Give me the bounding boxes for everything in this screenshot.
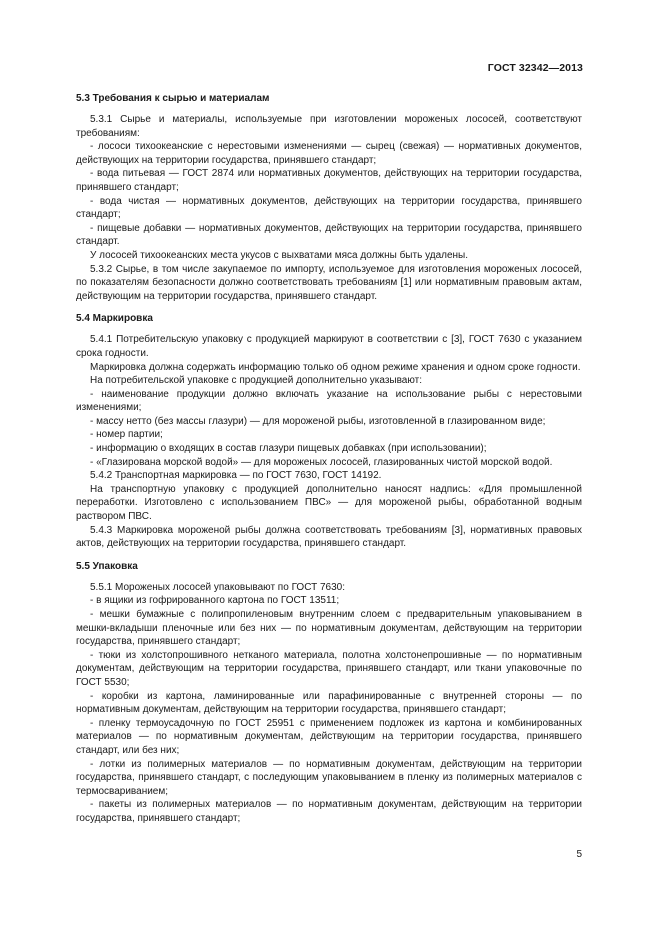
list-item: - пакеты из полимерных материалов — по нормативным документам, действующим на территории государства, принявшего стандарт; [76,799,582,824]
list-item: - массу нетто (без массы глазури) — для мороженой рыбы, изготовленной в глазированном виде; [90,415,546,427]
document-body [76,92,582,835]
paragraph: На транспортную упаковку с продукцией дополнительно наносят надпись: «Для промышленной переработки. Изготовлено с использованием ПВС» — для мороженой рыбы, обработанной водным раствором ПВС. [76,483,582,523]
paragraph: У лососей тихоокеанских места укусов с выхватами мяса должны быть удалены. [90,249,469,261]
list-item: - в ящики из гофрированного картона по ГОСТ 13511; [90,595,340,607]
list-item: - лотки из полимерных материалов — по нормативным документам, действующим на территории государства, принявшего стандарт, с последующим упаковыванием в пленку из полимерных материалов с термосвариванием; [76,758,582,797]
section-5-5 [76,560,582,826]
list-item: - пленку термоусадочную по ГОСТ 25951 с применением подложек из картона и комбинированных материалов — по нормативным документам, действующим на территории государства, принявшего стандарт, или без них; [76,717,582,756]
paragraph: 5.3.1 Сырье и материалы, используемые при изготовлении мороженых лососей, соответствуют требованиям: [76,114,582,139]
section-heading: 5.4 Маркировка [76,313,153,325]
list-item: - мешки бумажные с полипропиленовым внутренним слоем с предварительным упаковыванием в мешки-вкладыши пленочные или без них — по нормативным документам, действующим на территории государства, принявшего стандарт; [76,609,582,648]
page-number: 5 [576,849,582,860]
list-item: - наименование продукции должно включать указание на использование рыбы с нерестовыми изменениями; [76,388,582,414]
list-item: - пищевые добавки — нормативных документов, действующих на территории государства, принявшего стандарт. [76,222,582,248]
list-item: - «Глазирована морской водой» — для мороженых лососей, глазированных чистой морской водой. [90,456,553,468]
list-item: - лососи тихоокеанские с нерестовыми изменениями — сырец (свежая) — нормативных документов, действующих на территории государства, принявшего стандарт; [76,141,582,166]
paragraph: 5.5.1 Мороженых лососей упаковывают по ГОСТ 7630: [90,581,345,593]
section-heading: 5.3 Требования к сырью и материалам [76,93,270,104]
list-item: - информацию о входящих в состав глазури пищевых добавках (при использовании); [90,443,487,455]
paragraph: Маркировка должна содержать информацию только об одном режиме хранения и одном сроке годности. [90,361,581,373]
list-item: - коробки из картона, ламинированные или парафинированные с внутренней стороны — по нормативным документам, действующим на территории государства, принявшего стандарт; [76,690,582,716]
paragraph: 5.4.3 Маркировка мороженой рыбы должна соответствовать требованиям [3], нормативных правовых актов, действующих на территории государства, принявшего стандарт. [76,524,582,550]
paragraph: На потребительской упаковке с продукцией дополнительно указывают: [90,375,423,387]
paragraph: 5.3.2 Сырье, в том числе закупаемое по импорту, используемое для изготовления мороженых лососей, по показателям безопасности должно соответствовать требованиям [1] или нормативным правовым актам, действующим на территории государства, принявшего стандарт. [76,263,582,302]
paragraph: 5.4.1 Потребительскую упаковку с продукцией маркируют в соответствии с [3], ГОСТ 7630 с указанием срока годности. [76,334,582,359]
list-item: - вода чистая — нормативных документов, действующих на территории государства, принявшего стандарт; [76,195,582,221]
section-5-3 [76,92,582,303]
paragraph: 5.4.2 Транспортная маркировка — по ГОСТ 7630, ГОСТ 14192. [90,470,382,482]
list-item: - тюки из холстопрошивного нетканого материала, полотна холстонепрошивные — по нормативным документам, действующим на территории государства, принявшего стандарт, или ткани упаковочные по ГОСТ 5530; [76,649,582,688]
section-heading: 5.5 Упаковка [76,560,138,572]
list-item: - номер партии; [90,429,163,441]
list-item: - вода питьевая — ГОСТ 2874 или нормативных документов, действующих на территории государства, принявшего стандарт; [76,168,582,193]
document-code: ГОСТ 32342—2013 [487,62,583,74]
section-5-4 [76,312,582,551]
